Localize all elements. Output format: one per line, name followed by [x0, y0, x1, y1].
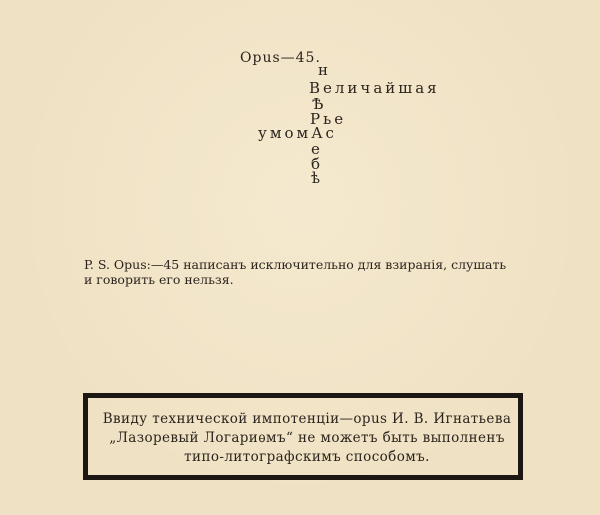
cross-col-3: ѣ: [311, 169, 324, 187]
notice-left-rule: [83, 393, 88, 480]
cross-row-1: Величайшая: [309, 79, 440, 97]
notice-top-rule: [83, 393, 523, 398]
cross-row-2: Ѣ: [312, 95, 327, 113]
cross-col-1: е: [311, 140, 323, 158]
cross-col-2: б: [311, 155, 324, 173]
notice-line-1: Ввиду технической импотенціи—opus И. В. Игнатьева: [102, 411, 512, 427]
postscript: [84, 257, 544, 287]
cross-row-4: умомАс: [258, 124, 337, 142]
postscript-line-2: и говорить его нельзя.: [84, 272, 234, 287]
cross-top-letter: н: [318, 61, 331, 79]
notice-line-3: типо-литографскимъ способомъ.: [184, 449, 430, 465]
notice-bottom-rule: [83, 475, 523, 480]
notice-text: [96, 410, 518, 467]
notice-line-2: „Лазоревый Логариѳмъ“ не можетъ быть выполненъ: [109, 430, 505, 446]
notice-right-rule: [518, 393, 523, 480]
opus-title: Opus—45.: [240, 50, 321, 66]
postscript-line-1: P. S. Opus:—45 написанъ исключительно для взиранія, слушать: [84, 257, 507, 272]
cross-row-3: Рье: [310, 110, 347, 128]
